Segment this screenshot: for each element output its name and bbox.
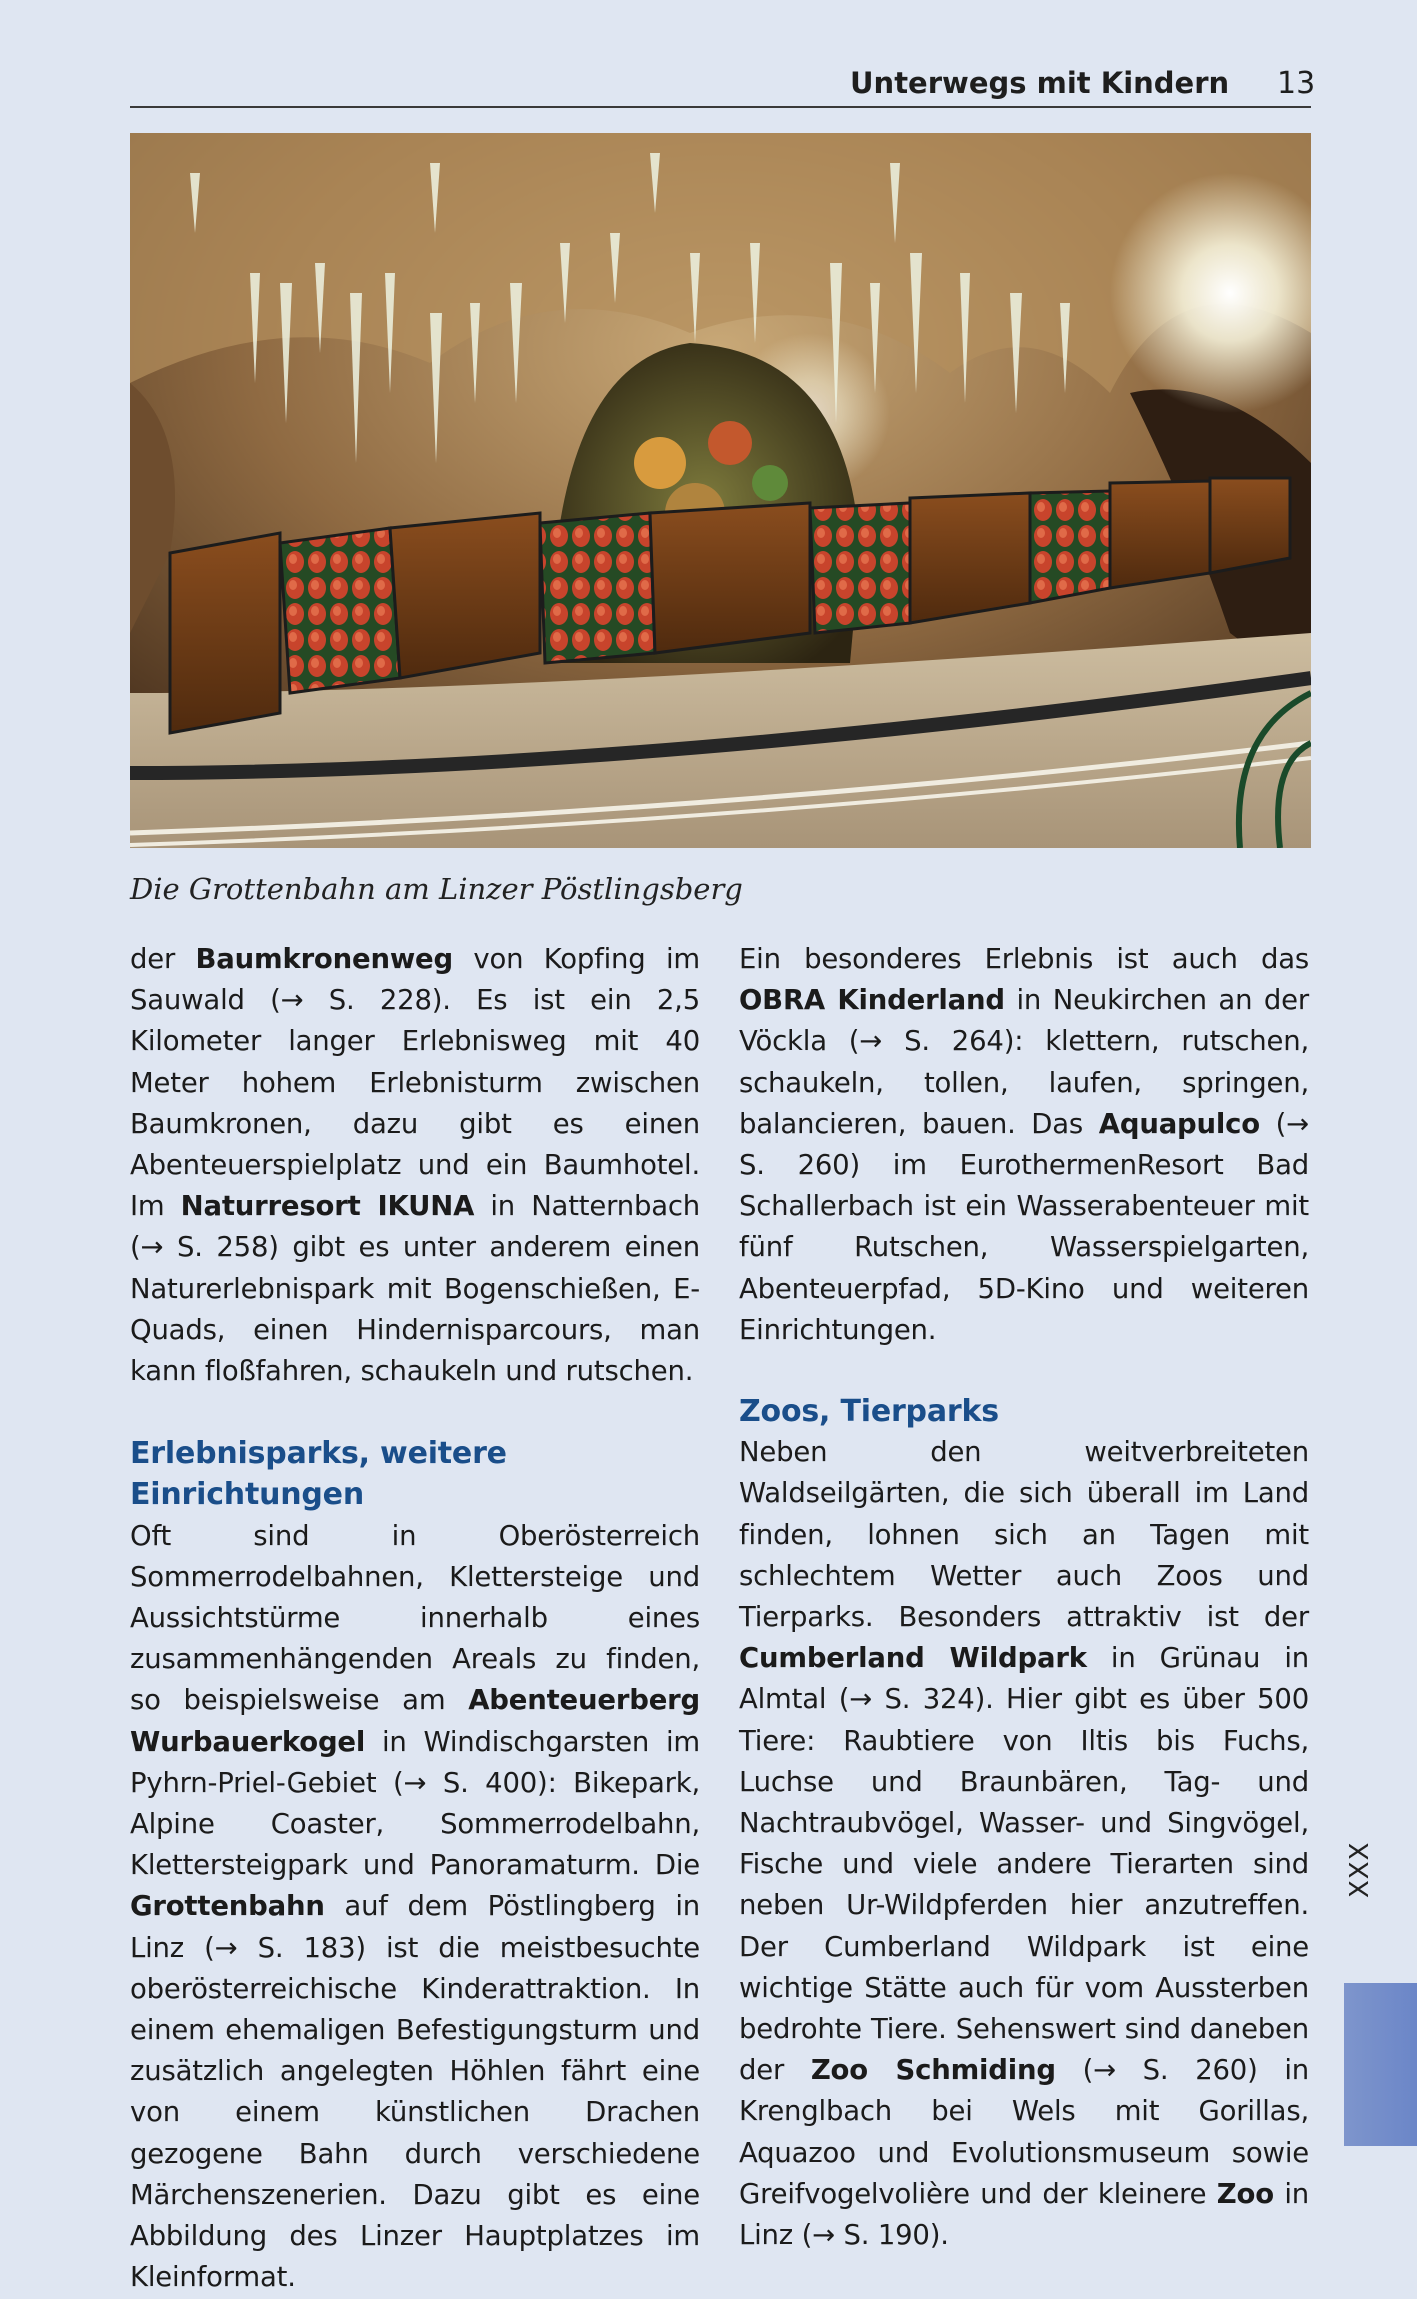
running-header-title: Unterwegs mit Kindern — [850, 66, 1230, 100]
bold-term: Aquapulco — [1098, 1107, 1260, 1140]
bold-term: Naturresort IKUNA — [180, 1190, 475, 1223]
page-number: 13 — [1277, 66, 1316, 101]
header-rule — [130, 106, 1311, 108]
bold-term: Zoo — [1216, 2177, 1274, 2210]
bold-term: Abenteuerberg Wurbauerkogel — [130, 1684, 700, 1758]
heading-zoos-tierparks: Zoos, Tierparks — [739, 1394, 999, 1430]
bold-term: Baumkronenweg — [195, 943, 453, 975]
paragraph-erlebnisparks: Oft sind in Oberösterreich Sommerrodelbahnen, Klettersteige und Aussichtstürme innerhalb eines zusammenhängenden Areals zu finden, so beispielsweise am Abenteuerberg Wurbauerkogel in Windischgarsten im Pyhrn-Priel-Gebiet (→ S. 400): Bikepark, Alpine Coaster, Sommerrodelbahn, Klettersteigpark und Panoramaturm. Die Grottenbahn auf dem Pöstlingberg in Linz (→ S. 183) ist die meistbesuchte oberösterreichische Kinderattraktion. In einem ehemaligen Befestigungsturm und zusätzlich angelegten Höhlen fährt eine von einem künstlichen Drachen gezogene Bahn durch verschiedene Märchenszenerien. Dazu gibt es eine Abbildung des Linzer Hauptplatzes im Kleinformat. — [130, 1519, 700, 2294]
photo-caption: Die Grottenbahn am Linzer Pöstlingsberg — [130, 872, 743, 906]
bold-term: Grottenbahn — [130, 1890, 325, 1923]
bold-term: OBRA Kinderland — [739, 984, 1005, 1017]
bold-term: Cumberland Wildpark — [739, 1642, 1087, 1675]
text-column-left — [130, 939, 700, 2299]
heading-erlebnisparks — [130, 1433, 700, 1515]
paragraph-obra-aquapulco: Ein besonderes Erlebnis ist auch das OBRA Kinderland in Neukirchen an der Vöckla (→ S. 264): klettern, rutschen, schaukeln, tollen, laufen, springen, balancieren, bauen. Das Aquapulco (→ S. 260) im EurothermenResort Bad Schallerbach ist ein Wasserabenteuer mit fünf Rutschen, Wasserspielgarten, Abenteuerpfad, 5D-Kino und weiteren Einrichtungen. — [739, 943, 1309, 1346]
paragraph-zoos: Neben den weitverbreiteten Waldseilgärten, die sich überall im Land finden, lohnen sich an Tagen mit schlechtem Wetter auch Zoos und Tierparks. Besonders attraktiv ist der Cumberland Wildpark in Grünau in Almtal (→ S. 324). Hier gibt es über 500 Tiere: Raubtiere von Iltis bis Fuchs, Luchse und Braunbären, Tag- und Nachtraubvögel, Wasser- und Singvögel, Fische und viele andere Tierarten sind neben Ur-Wildpferden hier anzutreffen. Der Cumberland Wildpark ist eine wichtige Stätte auch für vom Aussterben bedrohte Tiere. Sehenswert sind daneben der Zoo Schmiding (→ S. 260) in Krenglbach bei Wels mit Gorillas, Aquazoo und Evolutionsmuseum sowie Greifvogelvolière und der kleinere Zoo in Linz (→ S. 190). — [739, 1436, 1310, 2252]
chapter-thumb-tab — [1344, 1983, 1417, 2146]
heading-erlebnisparks-text: Erlebnisparks, weitere Einrichtungen — [130, 1436, 507, 1513]
text-column-right — [739, 939, 1309, 2256]
bold-term: Zoo Schmiding — [810, 2054, 1056, 2087]
grottenbahn-photo — [130, 133, 1311, 848]
grottenbahn-illustration — [130, 133, 1311, 848]
side-tab-label: XXX — [1345, 1841, 1375, 1898]
paragraph-baumkronenweg: der Baumkronenweg von Kopfing im Sauwald (→ S. 228). Es ist ein 2,5 Kilometer langer Erlebnisweg mit 40 Meter hohem Erlebnisturm zwischen Baumkronen, dazu gibt es einen Abenteuerspielplatz und ein Baumhotel. Im Naturresort IKUNA in Natternbach (→ S. 258) gibt es unter anderem einen Naturerlebnispark mit Bogenschießen, E-Quads, einen Hindernisparcours, man kann floßfahren, schaukeln und rutschen. — [130, 943, 701, 1388]
